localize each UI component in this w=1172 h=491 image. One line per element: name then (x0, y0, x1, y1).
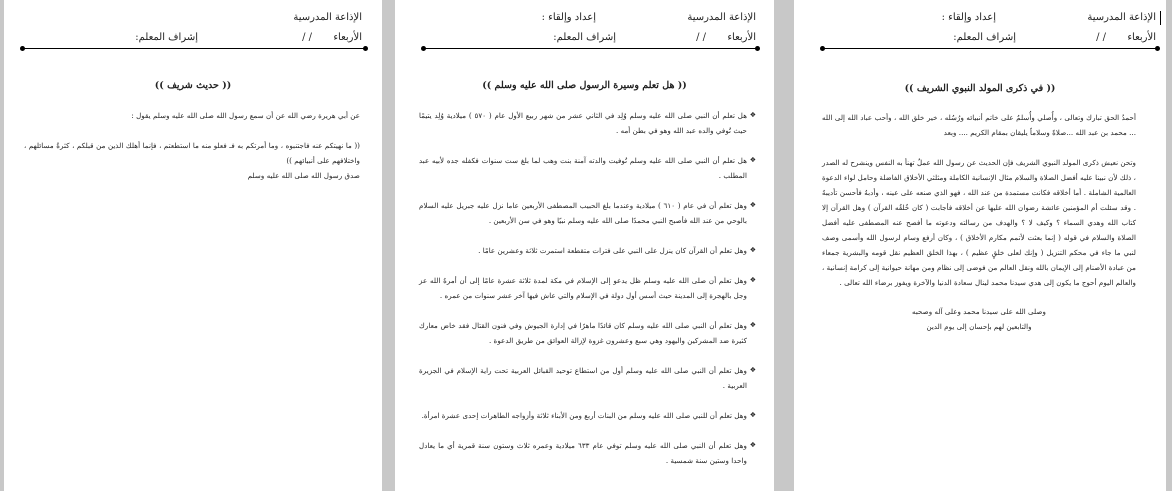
header-school-radio: الإذاعة المدرسية (293, 12, 362, 23)
header-prepared-by: إعداد وإلقاء : (541, 12, 596, 23)
header-teacher-supervision: إشراف المعلم: (135, 32, 198, 43)
page-body (419, 108, 756, 483)
header-date: / / (1096, 32, 1106, 43)
bullet-diamond-icon: ❖ (749, 246, 756, 254)
header-prepared-by: إعداد وإلقاء : (941, 12, 996, 23)
header-school-radio: الإذاعة المدرسية (1087, 12, 1156, 23)
hadith-intro: عن أبي هريرة رضي الله عن أن سمع رسول الله صلى الله عليه وسلم يقول : (131, 111, 360, 120)
page-1[interactable] (794, 0, 1166, 491)
closing-block (822, 304, 1136, 334)
bullet-diamond-icon: ❖ (749, 111, 756, 119)
header-teacher-supervision: إشراف المعلم: (953, 32, 1016, 43)
bullet-diamond-icon: ❖ (749, 201, 756, 209)
page-3[interactable] (4, 0, 382, 491)
header-wednesday: الأربعاء (727, 32, 756, 43)
text-cursor (1160, 11, 1161, 25)
header-date: / / (302, 32, 312, 43)
page-body (822, 110, 1136, 290)
bullet-diamond-icon: ❖ (749, 411, 756, 419)
list-item: ❖ وهل تعلم أن النبي صلى الله عليه وسلم توفي عام ٦٣٣ ميلادية وعمره ثلاث وستون سنة قمرية أي ما يعادل واحدا وستين سنة شمسية . (419, 438, 756, 468)
list-item: ❖ وهل تعلم أن للنبي صلى الله عليه وسلم من البنات أربع ومن الأبناء ثلاثة وأزواجه الطاهرات إحدى عشرة امرأة. (419, 408, 756, 423)
header-divider (423, 48, 758, 49)
list-item: ❖ وهل تعلم أن صلى الله عليه وسلم ظل يدعو إلى الإسلام في مكة لمدة ثلاثة عشرة عامًا إلى أن أمرهُ الله عز وجل بالهجرة إلى المدينة حيث أسس أول دولة في الإسلام والتي عاش فيها آخر عشر سنوات من عمره . (419, 273, 756, 303)
page-2[interactable] (395, 0, 774, 491)
bullet-diamond-icon: ❖ (749, 441, 756, 449)
header-teacher-supervision: إشراف المعلم: (553, 32, 616, 43)
page-title: (( حديث شريف )) (154, 80, 232, 91)
hadith-attribution: صدق رسول الله صلى الله عليه وسلم (247, 171, 360, 180)
header-divider (22, 48, 366, 49)
page-title: (( في ذكرى المولد النبوي الشريف )) (904, 83, 1056, 94)
page-body (24, 108, 360, 183)
header-date: / / (696, 32, 706, 43)
header-wednesday: الأربعاء (1127, 32, 1156, 43)
list-item: ❖ وهل تعلم أن النبي صلى الله عليه وسلم أول من استطاع توحيد القبائل العربية تحت راية الإسلام في الجزيرة العربية . (419, 363, 756, 393)
list-item: ❖ وهل تعلم أن القرآن كان ينزل على النبي على فترات متقطعة استمرت ثلاثة وعشرين عامًا . (419, 243, 756, 258)
bullet-diamond-icon: ❖ (749, 276, 756, 284)
list-item: ❖ وهل تعلم أن النبي صلى الله عليه وسلم كان قائدًا ماهرًا في إدارة الجيوش وفي فنون القتال فقد خاض معارك كثيرة ضد المشركين واليهود وهي سبع وعشرون غزوة لإزالة العوائق من طريق الدعوة . (419, 318, 756, 348)
did-you-know-list (419, 108, 756, 468)
list-item: ❖ هل تعلم أن النبي صلى الله عليه وسلم وُلِد في الثاني عشر من شهر ربيع الأول عام ( ٥٧٠ ) ميلادية وُلِد يتيمًا حيث تُوفي والده عبد الله وهو في بطن أمه . (419, 108, 756, 138)
header-wednesday: الأربعاء (333, 32, 362, 43)
list-item: ❖ هل تعلم أن النبي صلى الله عليه وسلم تُوفيت والدته آمنة بنت وهب لما بلغ ست سنوات فكفله جده لأبيه عبد المطلب . (419, 153, 756, 183)
paragraph: أحمدُ الحق تبارك وتعالى ، وأُصلي وأُسلمُ على خاتم أنبيائه ورُسُله ، خير خلق الله ، وأحب عباد الله إلى الله ... محمد بن عبد الله ...صلاةً وسلاماً يليقان بمقام الكريم .... وبعد (822, 113, 1136, 137)
header-school-radio: الإذاعة المدرسية (687, 12, 756, 23)
bullet-diamond-icon: ❖ (749, 366, 756, 374)
list-item: ❖ وهل تعلم أن في عام ( ٦١٠ ) ميلادية وعندما بلغ الحبيب المصطفى الأربعين عاما نزل عليه جبريل عليه السلام بالوحي من عند الله فأصبح النبي محمدًا صلى الله عليه وسلم نبيًا وهو في سن الأربعين . (419, 198, 756, 228)
header-divider (822, 48, 1158, 49)
bullet-diamond-icon: ❖ (749, 156, 756, 164)
paragraph: وتحن نعيش ذكرى المولد النبوي الشريف فإن الحديث عن رسول الله عملٌ تهنأ به النفس وينشرح له الصدر ، ذلك لأن نبينا عليه أفضل الصلاة والسلام مثال الإنسانية الكاملة ومثلثي الأخلاق الفاضلة وحامل لواء الدعوة العالمية الشاملة . أما أخلاقه فكانت مستمدة من عند الله ، فهو الذي صنعه على عينه ، وأدبهُ فأحسن تأديبهُ . وقد سئلت أم المؤمنين عائشة رضوان الله عليها عن أخلاقه فأجابت ( كان خُلقُه القرآن ) وهل القرآن إلا كتاب الله وهدي السماء ؟ وكيف لا ؟ والهدف من رسالته ودعوته ما أفصح عنه المصطفى عليه أفضل الصلاة والسلام في قوله ( إنما بعثت لأتمم مكارم الأخلاق ) ، وكان أرفع وسام لرسول الله وأسمى وصف لنبي ما جاء في محكم التنزيل ( وإنك لعلى خلقٍ عظيم ) ، بهذا الخلق العظيم نقل قومه والبشرية جمعاء من عبادة الأصنام إلى الإيمان بالله ونقل العالم من فوضى إلى نظام ومن مهانة حيوانية إلى كرامة إنسانية ، والعالم اليوم أحوج ما يكون إلى هدي سيدنا محمد لينال سعادة الدنيا والآخرة ويفوز برضاء الله تعالى . (822, 158, 1136, 287)
closing-line: والتابعين لهم بإحسان إلى يوم الدين (926, 322, 1032, 331)
page-title: (( هل تعلم وسيرة الرسول صلى الله عليه وسلم )) (482, 80, 687, 91)
bullet-diamond-icon: ❖ (749, 321, 756, 329)
hadith-text: (( ما نهيتكم عنه فاجتنبوه ، وما أمرتكم به فـ فعلو منه ما استطعتم ، فإنما أهلك الذين من قبلكم ، كثرةُ مسائلهم ، واختلافهم على أنبيائهم )) (24, 141, 360, 165)
closing-line: وصلى الله على سيدنا محمد وعلى آله وصحبه (912, 307, 1046, 316)
